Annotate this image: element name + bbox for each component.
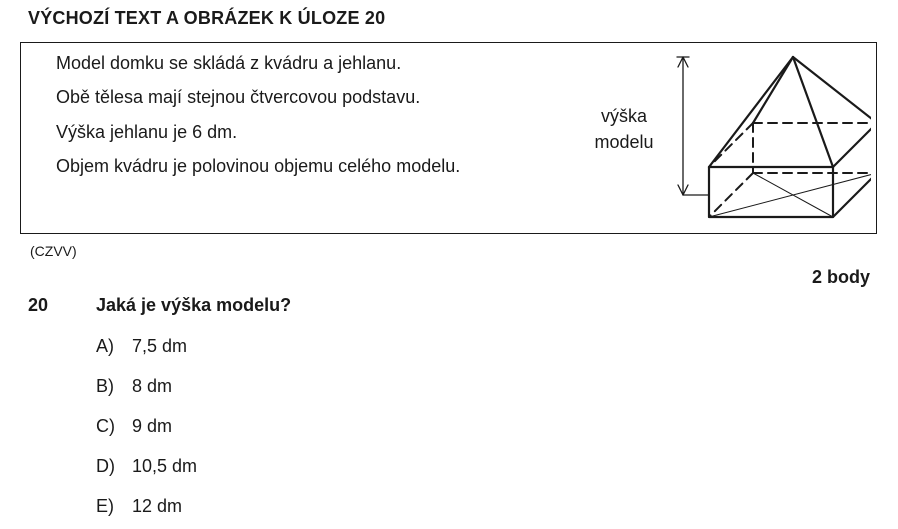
task-text-line: Výška jehlanu je 6 dm. — [56, 122, 238, 142]
option-text: 8 dm — [132, 376, 173, 396]
task-box — [20, 42, 877, 234]
option-letter: A) — [96, 336, 114, 356]
section-heading: VÝCHOZÍ TEXT A OBRÁZEK K ÚLOZE 20 — [28, 8, 386, 28]
points-label: 2 body — [811, 267, 870, 287]
height-label-line: výška — [600, 106, 647, 126]
height-arrow — [677, 57, 709, 195]
model-height-label — [583, 103, 665, 155]
task-text-line: Model domku se skládá z kvádru a jehlanu. — [56, 53, 402, 73]
task-text-line: Obě tělesa mají stejnou čtvercovou podstavu. — [56, 87, 421, 107]
option-letter: B) — [96, 376, 114, 396]
task-text-line: Objem kvádru je polovinou objemu celého modelu. — [56, 156, 461, 176]
house-model-figure — [661, 49, 871, 231]
question-text: Jaká je výška modelu? — [96, 295, 292, 315]
option-letter: D) — [96, 456, 115, 476]
option-text: 7,5 dm — [132, 336, 188, 356]
answer-option-e[interactable] — [96, 496, 182, 517]
option-text: 12 dm — [132, 496, 183, 516]
answer-option-b[interactable] — [96, 376, 172, 397]
height-label-line: modelu — [594, 132, 654, 152]
option-text: 9 dm — [132, 416, 173, 436]
answer-option-a[interactable] — [96, 336, 187, 357]
option-letter: E) — [96, 496, 114, 516]
answer-option-c[interactable] — [96, 416, 172, 437]
answer-option-d[interactable] — [96, 456, 197, 477]
source-note: (CZVV) — [30, 243, 77, 259]
option-letter: C) — [96, 416, 115, 436]
option-text: 10,5 dm — [132, 456, 198, 476]
question-number: 20 — [28, 295, 49, 315]
diagonal-lines — [709, 173, 871, 217]
